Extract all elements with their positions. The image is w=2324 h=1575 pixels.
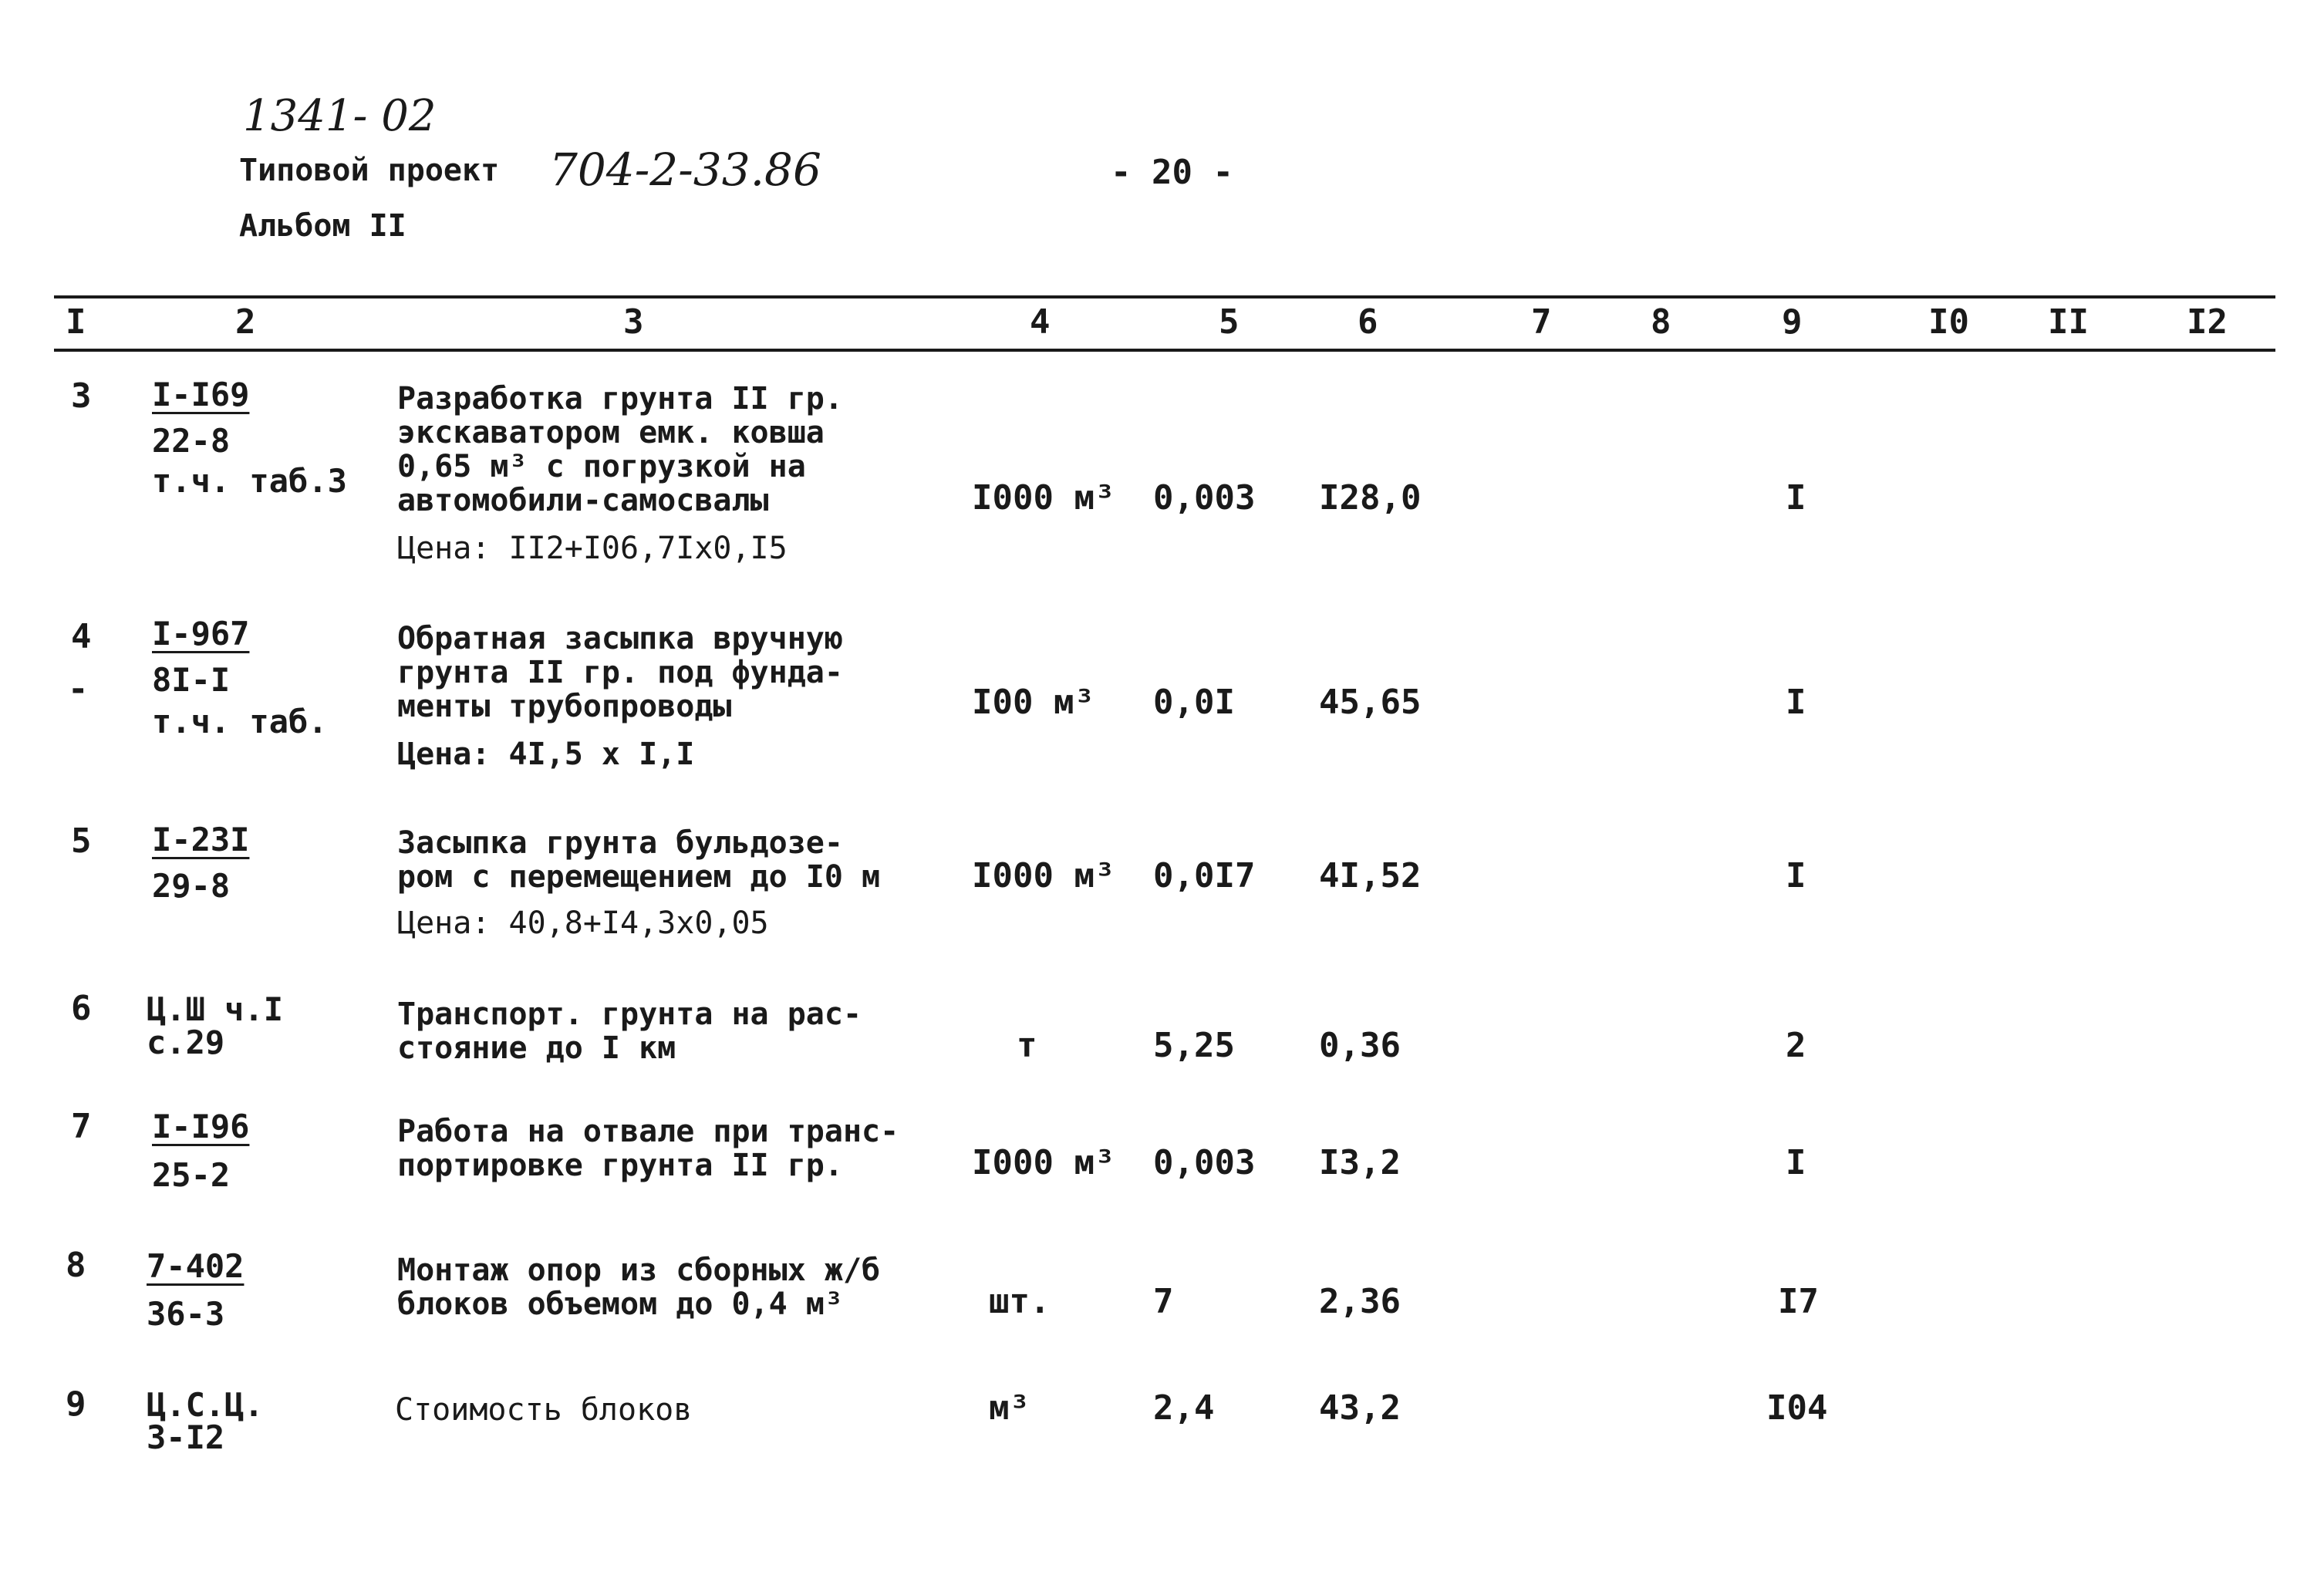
column-header-7: 7 <box>1531 302 1552 342</box>
column-9-value: I7 <box>1778 1282 1819 1321</box>
archive-stamp: 1341- 02 <box>243 91 437 141</box>
row-number: 8 <box>66 1246 86 1285</box>
column-9-value: I <box>1786 1143 1806 1182</box>
price-formula: Цена: 40,8+I4,3х0,05 <box>397 906 769 941</box>
row-number: 4 <box>71 617 92 656</box>
work-description-line: грунта II гр. под фунда- <box>397 655 843 690</box>
norm-code: I-967 <box>152 615 250 653</box>
row-number: 7 <box>71 1107 92 1146</box>
row-mark: - <box>68 669 89 709</box>
norm-table: с.29 <box>147 1024 225 1061</box>
work-description-line: ром с перемещением до I0 м <box>397 859 881 895</box>
table-top-rule <box>54 295 2275 298</box>
work-description-line: Работа на отвале при транс- <box>397 1114 899 1149</box>
work-description-line: Стоимость блоков <box>395 1392 693 1428</box>
work-description-line: автомобили-самосвалы <box>397 483 769 518</box>
album-label: Альбом II <box>239 208 406 244</box>
unit-of-measure: I000 м³ <box>972 478 1115 518</box>
unit-of-measure: I000 м³ <box>972 856 1115 895</box>
quantity: 0,0I7 <box>1153 856 1256 895</box>
project-number: 704-2-33.86 <box>549 143 821 196</box>
quantity: 2,4 <box>1153 1388 1215 1428</box>
row-number: 5 <box>71 821 92 861</box>
quantity: 0,0I <box>1153 683 1235 722</box>
work-description-line: портировке грунта II гр. <box>397 1148 843 1183</box>
unit-cost: 43,2 <box>1319 1388 1401 1428</box>
unit-of-measure: м³ <box>989 1388 1030 1428</box>
column-9-value: I <box>1786 478 1806 518</box>
price-formula: Цена: 4I,5 х I,I <box>397 737 695 772</box>
work-description-line: Монтаж опор из сборных ж/б <box>397 1253 881 1288</box>
column-9-value: I04 <box>1766 1388 1828 1428</box>
work-description-line: блоков объемом до 0,4 м³ <box>397 1287 843 1322</box>
quantity: 0,003 <box>1153 1143 1256 1182</box>
row-number: 9 <box>66 1384 86 1424</box>
norm-table: 36-3 <box>147 1295 225 1333</box>
column-header-10: I0 <box>1928 302 1969 342</box>
unit-of-measure: т <box>1017 1026 1037 1065</box>
column-header-6: 6 <box>1358 302 1378 342</box>
norm-table: 22-8 <box>152 422 231 460</box>
norm-table: 29-8 <box>152 867 231 905</box>
norm-note: т.ч. таб. <box>152 703 328 740</box>
column-header-12: I2 <box>2187 302 2228 342</box>
price-formula: Цена: II2+I06,7Iх0,I5 <box>397 531 788 566</box>
unit-of-measure: I000 м³ <box>972 1143 1115 1182</box>
unit-cost: 45,65 <box>1319 683 1422 722</box>
norm-code: I-23I <box>152 821 250 858</box>
column-header-2: 2 <box>235 302 256 342</box>
norm-table: 8I-I <box>152 661 231 699</box>
norm-code: I-I69 <box>152 376 250 413</box>
work-description-line: экскаватором емк. ковша <box>397 415 825 450</box>
work-description-line: Обратная засыпка вручную <box>397 621 843 656</box>
work-description-line: менты трубопроводы <box>397 689 732 724</box>
quantity: 0,003 <box>1153 478 1256 518</box>
work-description-line: Разработка грунта II гр. <box>397 381 843 417</box>
column-9-value: I <box>1786 856 1806 895</box>
norm-code: I-I96 <box>152 1108 250 1145</box>
row-number: 6 <box>71 989 92 1028</box>
quantity: 5,25 <box>1153 1026 1235 1065</box>
column-9-value: 2 <box>1786 1026 1806 1065</box>
unit-cost: I28,0 <box>1319 478 1422 518</box>
unit-cost: 2,36 <box>1319 1282 1401 1321</box>
norm-note: т.ч. таб.3 <box>152 462 347 500</box>
norm-table: 3-I2 <box>147 1418 225 1456</box>
unit-cost: I3,2 <box>1319 1143 1401 1182</box>
norm-code: 7-402 <box>147 1247 245 1285</box>
column-header-3: 3 <box>623 302 644 342</box>
work-description-line: Транспорт. грунта на рас- <box>397 997 862 1032</box>
norm-table: 25-2 <box>152 1156 231 1194</box>
column-header-1: I <box>66 302 86 342</box>
work-description-line: Засыпка грунта бульдозе- <box>397 825 843 861</box>
page-number: - 20 - <box>1111 153 1233 192</box>
table-header-rule <box>54 349 2275 352</box>
work-description-line: стояние до I км <box>397 1030 676 1066</box>
quantity: 7 <box>1153 1282 1174 1321</box>
column-header-9: 9 <box>1782 302 1803 342</box>
row-number: 3 <box>71 376 92 416</box>
unit-cost: 0,36 <box>1319 1026 1401 1065</box>
project-label: Типовой проект <box>239 153 500 188</box>
column-header-8: 8 <box>1651 302 1671 342</box>
unit-cost: 4I,52 <box>1319 856 1422 895</box>
column-header-5: 5 <box>1219 302 1240 342</box>
work-description-line: 0,65 м³ с погрузкой на <box>397 449 806 484</box>
column-9-value: I <box>1786 683 1806 722</box>
column-header-11: II <box>2048 302 2089 342</box>
norm-code: Ц.Ш ч.I <box>147 990 284 1028</box>
unit-of-measure: I00 м³ <box>972 683 1095 722</box>
norm-code: Ц.С.Ц. <box>147 1386 264 1424</box>
unit-of-measure: шт. <box>989 1282 1051 1321</box>
column-header-4: 4 <box>1030 302 1051 342</box>
